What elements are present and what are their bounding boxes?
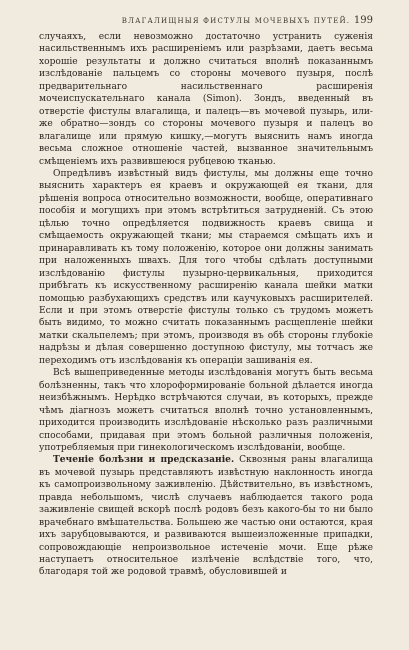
paragraph-3: Всѣ вышеприведенные методы изслѣдованія могутъ быть весьма болѣзненны, такъ что хлороформированіе больной дѣлается иногда неизбѣжнымъ. Нерѣдко встрѣчаются случаи, въ которыхъ, прежде чѣмъ діагнозъ можетъ считаться вполнѣ точно установленнымъ, приходится производить изслѣдованіе нѣсколько разъ различными способами, придавая при этомъ больной различныя положенія, употребляемыя при гинекологическомъ изслѣдованіи, вообще. [39,368,373,453]
body-text [39,31,373,579]
paragraph-4 [39,454,373,579]
paragraph-1: случаяхъ, если невозможно достаточно устранить суженія насильственнымъ ихъ расширеніемъ или разрѣзами, даетъ весьма хорошіе результаты и должно считаться вполнѣ показаннымъ изслѣдованіе пальцемъ со стороны мочевого пузыря, послѣ предварительнаго насильственнаго расширенія мочеиспускательнаго канала (Simon). Зондъ, введенный въ отверстіе фистулы влагалища, и палецъ—въ мочевой пузырь, или-же обратно—зондъ со стороны мочевого пузыря и палецъ во влагалище или прямую кишку,—могутъ выяснить намъ иногда весьма сложное отношеніе частей, вызванное значительнымъ смѣщеніемъ ихъ развившеюся рубцевою тканью. [39,32,373,167]
paragraph-4-text: Сквозныя раны влагалища въ мочевой пузырь представляютъ извѣстную наклонность иногда къ самопроизвольному заживленію. Дѣйствительно, въ извѣстномъ, правда небольшомъ, числѣ случаевъ наблюдается такого рода заживленіе свищей вскорѣ послѣ родовъ безъ какого-бы то ни было врачебнаго вмѣшательства. Большею же частью они остаются, края ихъ зарубцовываются, и развиваются вышеизложенные припадки, сопровождающіе непроизвольное истеченіе мочи. Еще рѣже наступаетъ относительное излѣченіе вслѣдствіе того, что, благодаря той же родовой травмѣ, обусловившей и [39,455,373,578]
running-title: ВЛАГАЛИЩНЫЯ ФИСТУЛЫ МОЧЕВЫХЪ ПУТЕЙ. [121,17,351,25]
running-header [39,12,373,30]
page-number: 199 [353,15,373,26]
section-heading: Теченіе болѣзни и предсказаніе. [53,454,235,466]
paragraph-2: Опредѣливъ извѣстный видъ фистулы, мы должны еще точно выяснить характеръ ея краевъ и окружающей ея ткани, для рѣшенія вопроса относительно возможности, вообще, оперативнаго пособія и могущихъ при этомъ встрѣтиться затрудненій. Съ этою цѣлью точно опредѣляется подвижность краевъ свища и смѣщаемость окружающей ткани; мы стараемся смѣщать ихъ и принаравливать къ тому положенію, которое они должны занимать при наложенныхъ швахъ. Для того чтобы сдѣлать доступными изслѣдованію фистулы пузырно-цервикальныя, приходится прибѣгать къ искусственному расширенію канала шейки матки помощью разбухающихъ средствъ или каучуковыхъ расширителей. Если и при этомъ отверстіе фистулы только съ трудомъ можетъ быть видимо, то можно считать показаннымъ расщепленіе шейки матки скальпелемъ; при этомъ, производя въ обѣ стороны глубокіе надрѣзы и дѣлая совершенно доступною фистулу, мы тотчасъ же переходимъ отъ изслѣдованія къ операціи зашиванія ея. [39,168,373,366]
